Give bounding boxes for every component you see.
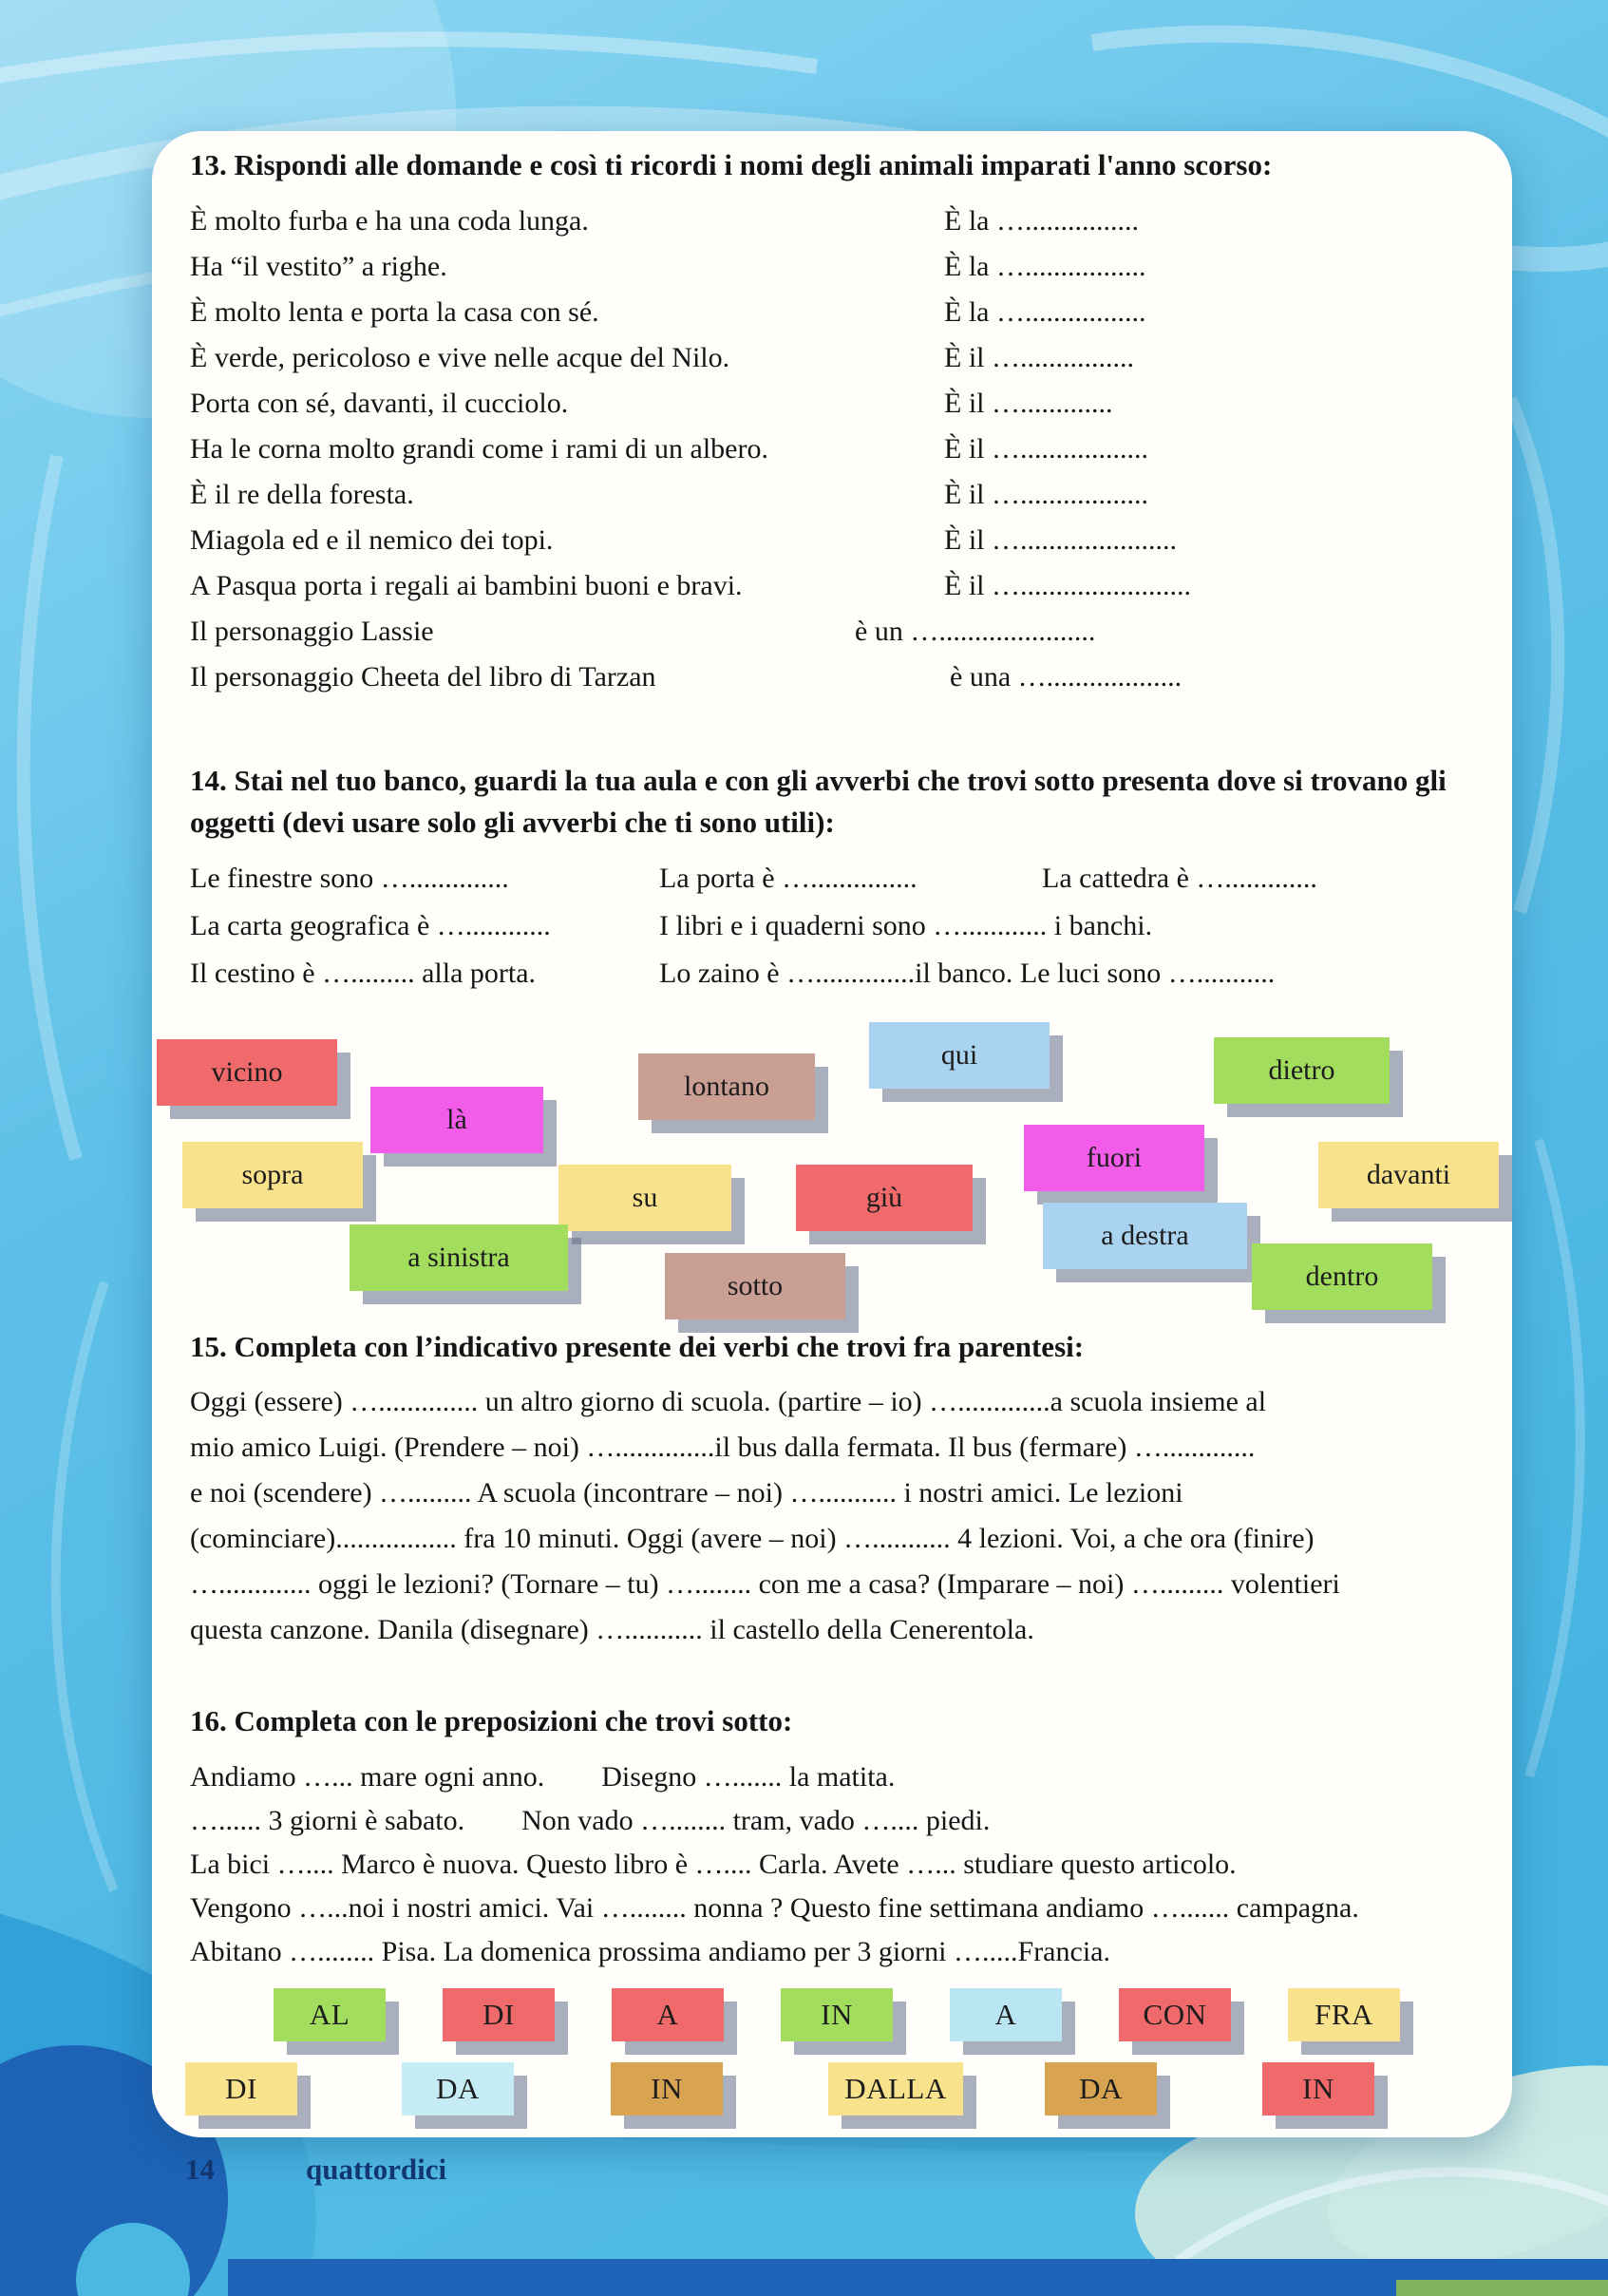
preposition-chip-da: DA — [402, 2062, 514, 2116]
preposition-chip-fra: FRA — [1288, 1988, 1400, 2041]
preposition-chip-al: AL — [274, 1988, 386, 2041]
exercise-14-section — [190, 760, 1478, 1313]
adverb-chip-davanti: davanti — [1318, 1142, 1499, 1208]
qa-row — [190, 388, 1478, 433]
adverb-chip-dietro: dietro — [1214, 1037, 1390, 1104]
qa-clue: Il personaggio Cheeta del libro di Tarzan — [190, 661, 656, 693]
exercise-16-section — [190, 1700, 1478, 2116]
qa-row — [190, 661, 1478, 707]
preposition-chip-con: CON — [1119, 1988, 1231, 2041]
qa-answer: è un …...................... — [855, 616, 1096, 647]
paragraph-line: Abitano …........ Pisa. La domenica prossima andiamo per 3 giorni ….....Francia. — [190, 1936, 1110, 1967]
ex14-line — [190, 958, 1478, 1005]
adverb-chip-su: su — [558, 1165, 731, 1231]
content-card — [152, 131, 1512, 2137]
exercise-13-title: 13. Rispondi alle domande e così ti ricordi i nomi degli animali imparati l'anno scorso: — [190, 148, 1273, 181]
preposition-chip-di: DI — [185, 2062, 297, 2116]
preposition-chips — [190, 1983, 1478, 2116]
ex15-lines — [190, 1379, 1478, 1653]
qa-clue: Porta con sé, davanti, il cucciolo. — [190, 388, 569, 419]
line-segment: La carta geografica è …............ — [190, 910, 551, 941]
qa-answer: È la …................. — [944, 296, 1146, 328]
paragraph-line: …............. oggi le lezioni? (Tornare – tu) …........ con me a casa? (Imparare – noi) …......... volentieri — [190, 1568, 1340, 1600]
card-content — [190, 144, 1478, 2137]
paragraph-line: Vengono …...noi i nostri amici. Vai …........ nonna ? Questo fine settimana andiamo …....... campagna. — [190, 1892, 1359, 1924]
qa-row — [190, 479, 1478, 524]
qa-row — [190, 570, 1478, 616]
adverb-chip-lontano: lontano — [638, 1053, 815, 1120]
exercise-14-title: 14. Stai nel tuo banco, guardi la tua aula e con gli avverbi che trovi sotto presenta dove si trovano gli oggetti (devi usare solo gli avverbi che ti sono utili): — [190, 764, 1447, 839]
exercise-15-section — [190, 1326, 1478, 1653]
line-segment: La cattedra è …............. — [1042, 863, 1317, 894]
page-footer — [185, 2153, 446, 2187]
qa-row — [190, 433, 1478, 479]
preposition-chip-in: IN — [611, 2062, 723, 2116]
ex14-lines — [190, 863, 1478, 1005]
qa-clue: Ha le corna molto grandi come i rami di un albero. — [190, 433, 768, 465]
adverb-chip-sopra: sopra — [182, 1142, 363, 1208]
adverb-chip-là: là — [370, 1087, 543, 1153]
paragraph-line: mio amico Luigi. (Prendere – noi) …..............il bus dalla fermata. Il bus (fermare) …............. — [190, 1432, 1256, 1463]
ex14-line — [190, 910, 1478, 958]
line-segment: Il cestino è …......... alla porta. — [190, 958, 537, 989]
qa-answer: È la …................ — [944, 205, 1139, 237]
preposition-chip-in: IN — [781, 1988, 893, 2041]
preposition-chip-di: DI — [443, 1988, 555, 2041]
preposition-chip-a: A — [612, 1988, 724, 2041]
exercise-15-title: 15. Completa con l’indicativo presente dei verbi che trovi fra parentesi: — [190, 1330, 1085, 1363]
qa-answer: è una …................... — [950, 661, 1182, 693]
qa-row — [190, 251, 1478, 296]
paragraph-line: Andiamo …... mare ogni anno. Disegno …....... la matita. — [190, 1761, 896, 1793]
qa-clue: È molto lenta e porta la casa con sé. — [190, 296, 599, 328]
qa-clue: Il personaggio Lassie — [190, 616, 434, 647]
qa-answer: È il …........................ — [944, 570, 1191, 601]
adverb-chip-vicino: vicino — [157, 1039, 337, 1106]
adverb-chip-sotto: sotto — [665, 1253, 845, 1319]
page-word: quattordici — [306, 2153, 447, 2186]
qa-answer: È il …...................... — [944, 524, 1177, 556]
preposition-chip-dalla: DALLA — [828, 2062, 963, 2116]
qa-clue: È molto furba e ha una coda lunga. — [190, 205, 589, 237]
qa-clue: Ha “il vestito” a righe. — [190, 251, 447, 282]
qa-row — [190, 205, 1478, 251]
qa-row — [190, 524, 1478, 570]
ex14-line — [190, 863, 1478, 910]
paragraph-line: (cominciare)................. fra 10 minuti. Oggi (avere – noi) …........... 4 lezioni. Voi, a che ora (finire) — [190, 1523, 1315, 1554]
line-segment: Lo zaino è …..............il banco. Le luci sono …........... — [659, 958, 1276, 989]
paragraph-line: questa canzone. Danila (disegnare) …........... il castello della Cenerentola. — [190, 1614, 1034, 1645]
adverb-chip-giù: giù — [796, 1165, 973, 1231]
paragraph-line: La bici ….... Marco è nuova. Questo libro è ….... Carla. Avete …... studiare questo articolo. — [190, 1849, 1237, 1880]
adverb-chips — [190, 1011, 1478, 1313]
paragraph-line: e noi (scendere) …......... A scuola (incontrare – noi) …........... i nostri amici. Le lezioni — [190, 1477, 1183, 1509]
page-number: 14 — [185, 2153, 215, 2186]
adverb-chip-qui: qui — [869, 1022, 1050, 1089]
line-segment: I libri e i quaderni sono …............ i banchi. — [659, 910, 1153, 941]
qa-answer: È il ….................. — [944, 433, 1148, 465]
qa-clue: È verde, pericoloso e vive nelle acque del Nilo. — [190, 342, 730, 373]
adverb-chip-a-destra: a destra — [1043, 1203, 1247, 1269]
adverb-chip-dentro: dentro — [1252, 1243, 1432, 1310]
qa-answer: È il ….................. — [944, 479, 1148, 510]
qa-clue: È il re della foresta. — [190, 479, 414, 510]
qa-row — [190, 342, 1478, 388]
adverb-chip-fuori: fuori — [1024, 1125, 1204, 1191]
ex13-rows — [190, 205, 1478, 707]
line-segment: La porta è …............... — [659, 863, 918, 894]
qa-row — [190, 296, 1478, 342]
line-segment: Le finestre sono ….............. — [190, 863, 509, 894]
qa-row — [190, 616, 1478, 661]
adverb-chip-a-sinistra: a sinistra — [350, 1224, 568, 1291]
qa-clue: A Pasqua porta i regali ai bambini buoni e bravi. — [190, 570, 743, 601]
qa-answer: È il …................ — [944, 342, 1134, 373]
qa-answer: È la …................. — [944, 251, 1146, 282]
ex16-lines — [190, 1755, 1478, 1974]
qa-answer: È il …............. — [944, 388, 1113, 419]
preposition-chip-da: DA — [1045, 2062, 1157, 2116]
preposition-chip-in: IN — [1262, 2062, 1374, 2116]
preposition-chip-a: A — [950, 1988, 1062, 2041]
exercise-13-section — [190, 144, 1478, 707]
exercise-16-title: 16. Completa con le preposizioni che trovi sotto: — [190, 1704, 793, 1737]
qa-clue: Miagola ed e il nemico dei topi. — [190, 524, 554, 556]
paragraph-line: …...... 3 giorni è sabato. Non vado …........ tram, vado ….... piedi. — [190, 1805, 991, 1836]
paragraph-line: Oggi (essere) ….............. un altro giorno di scuola. (partire – io) ….............a scuola insieme al — [190, 1386, 1267, 1417]
